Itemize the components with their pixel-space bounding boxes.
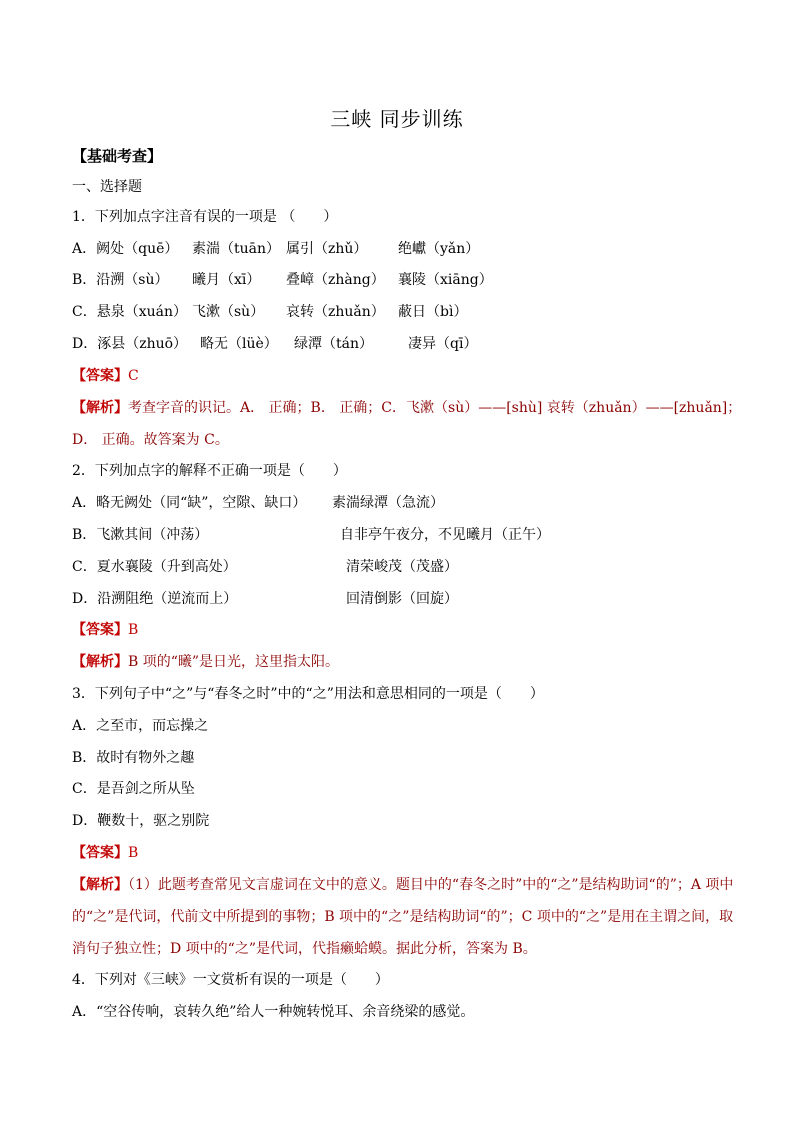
q1-c-2: 飞漱（sù） (192, 304, 265, 320)
q3-analysis (72, 875, 733, 895)
q3-option-c: C．是吾剑之所从坠 (72, 781, 195, 797)
analysis-text: 考查字音的识记。A． 正确；B． 正确；C．飞漱（sù）——[shù] 哀转（zhuǎn）——[zhuǎn]； (128, 400, 742, 416)
q1-a-3: 属引（zhǔ） (286, 241, 368, 257)
q1-a-1: A．阙处（quē） (72, 241, 179, 257)
q1-option-b (72, 270, 572, 290)
q1-d-4: 凄异（qī） (408, 336, 478, 352)
q1-stem: 1．下列加点字注音有误的一项是 （ ） (72, 209, 338, 225)
q2-analysis (72, 652, 339, 672)
q1-b-4: 襄陵（xiāng） (398, 272, 493, 288)
answer-value: C (128, 368, 139, 384)
part-heading: 一、选择题 (72, 179, 142, 195)
q3-analysis-cont-1: 的“之”是代词，代前文中所提到的事物；B 项中的“之”是结构助词“的”；C 项中的“之”是用在主谓之间，取 (72, 909, 734, 925)
answer-label: 【答案】 (72, 622, 128, 638)
analysis-label: 【解析】 (72, 400, 128, 416)
answer-label: 【答案】 (72, 845, 128, 861)
q3-stem: 3．下列句子中“之”与“春冬之时”中的“之”用法和意思相同的一项是（ ） (72, 686, 544, 702)
q1-option-d (72, 334, 572, 354)
q3-option-b: B．故时有物外之趣 (72, 750, 195, 766)
q2-answer (72, 620, 138, 640)
page-title: 三峡 同步训练 (330, 107, 464, 131)
q2-option-d (72, 589, 592, 609)
q3-option-a: A．之至市，而忘操之 (72, 718, 209, 734)
analysis-label: 【解析】 (72, 654, 128, 670)
q2-stem: 2．下列加点字的解释不正确一项是（ ） (72, 463, 347, 479)
q2-a-2: 素湍绿潭（急流） (332, 495, 444, 511)
section-heading: 【基础考查】 (72, 147, 163, 165)
q1-b-1: B．沿溯（sù） (72, 272, 169, 288)
q1-a-2: 素湍（tuān） (192, 241, 281, 257)
q1-d-2: 略无（lüè） (200, 336, 278, 352)
q3-analysis-cont-2: 消句子独立性；D 项中的“之”是代词，代指癞蛤蟆。据此分析，答案为 B。 (72, 941, 537, 957)
q2-a-1: A．略无阙处（同“缺”，空隙、缺口） (72, 495, 307, 511)
q2-option-a (72, 493, 592, 513)
q1-analysis-cont: D． 正确。故答案为 C。 (72, 432, 229, 448)
answer-value: B (128, 622, 139, 638)
answer-value: B (128, 845, 139, 861)
q2-option-b (72, 525, 592, 545)
q4-option-a: A．“空谷传响，哀转久绝”给人一种婉转悦耳、余音绕梁的感觉。 (72, 1004, 475, 1020)
q2-d-2: 回清倒影（回旋） (346, 591, 458, 607)
analysis-text: （1）此题考查常见文言虚词在文中的意义。题目中的“春冬之时”中的“之”是结构助词“的”；A 项中 (128, 877, 734, 893)
q2-b-2: 自非亭午夜分，不见曦月（正午） (340, 527, 550, 543)
analysis-label: 【解析】 (72, 877, 128, 893)
q4-stem: 4．下列对《三峡》一文赏析有误的一项是（ ） (72, 972, 389, 988)
q3-answer (72, 843, 138, 863)
analysis-text: B 项的“曦”是日光，这里指太阳。 (128, 654, 340, 670)
q1-option-c (72, 302, 572, 322)
q1-c-3: 哀转（zhuǎn） (286, 304, 385, 320)
q1-d-3: 绿潭（tán） (294, 336, 373, 352)
q1-answer (72, 366, 139, 386)
q2-option-c (72, 557, 592, 577)
q2-b-1: B．飞漱其间（冲荡） (72, 527, 209, 543)
q1-option-a (72, 239, 572, 259)
q1-c-1: C．悬泉（xuán） (72, 304, 187, 320)
q1-d-1: D．涿县（zhuō） (72, 336, 188, 352)
q2-d-1: D．沿溯阻绝（逆流而上） (72, 591, 238, 607)
q2-c-1: C．夏水襄陵（升到高处） (72, 559, 237, 575)
q1-analysis (72, 398, 741, 418)
q2-c-2: 清荣峻茂（茂盛） (346, 559, 458, 575)
q3-option-d: D．鞭数十，驱之别院 (72, 813, 210, 829)
q1-c-4: 蔽日（bì） (398, 304, 468, 320)
q1-a-4: 绝巘（yǎn） (398, 241, 480, 257)
answer-label: 【答案】 (72, 368, 128, 384)
q1-b-2: 曦月（xī） (192, 272, 261, 288)
q1-b-3: 叠嶂（zhàng） (286, 272, 385, 288)
